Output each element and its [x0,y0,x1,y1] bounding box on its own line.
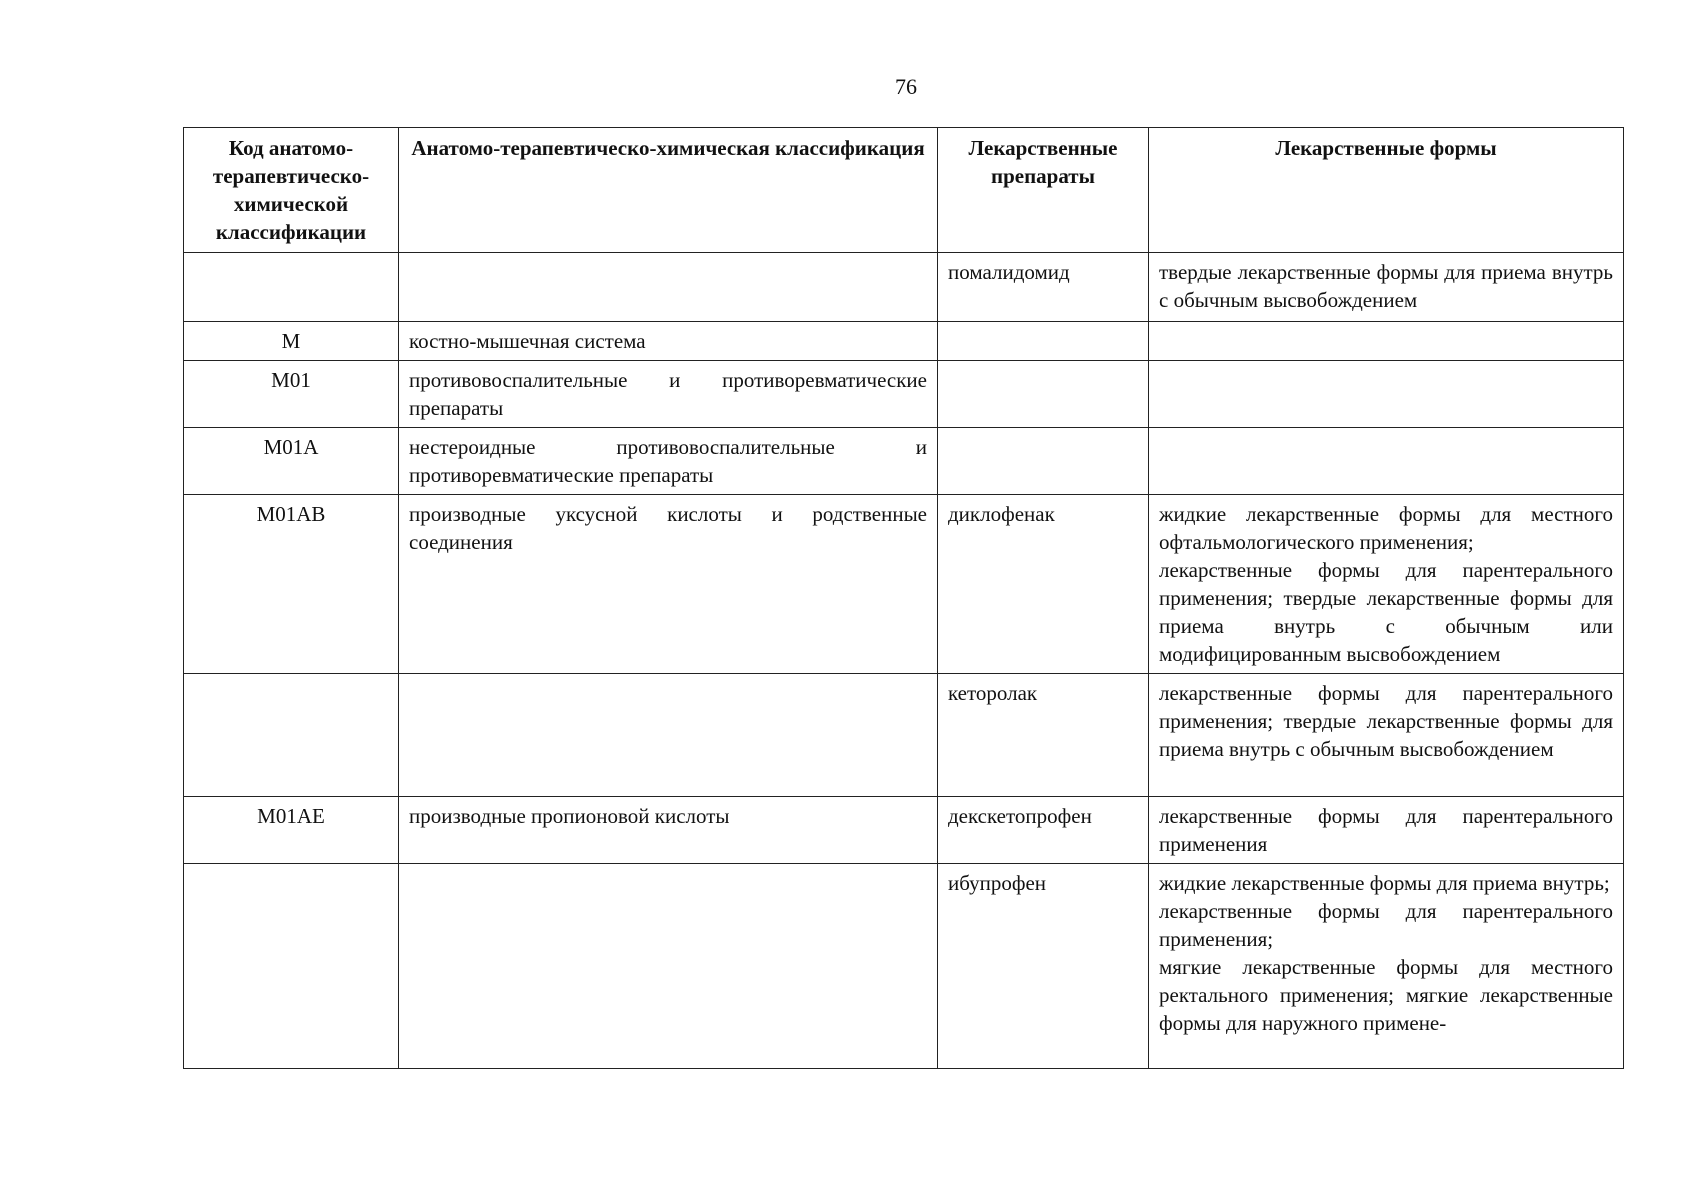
cell-forms [1149,674,1624,797]
cell-code: M01AB [184,495,399,674]
table-row [184,428,1624,495]
header-drugs: Лекарственные препараты [938,128,1149,253]
forms-line: мягкие лекарственные формы для местного ректального применения; мягкие лекарственные формы для наружного примене- [1159,955,1613,1035]
table-row [184,864,1624,1069]
cell-drug [938,428,1149,495]
table-row [184,322,1624,361]
forms-line: жидкие лекарственные формы для местного офтальмологического применения; [1159,502,1613,554]
cell-forms [1149,797,1624,864]
table-row [184,674,1624,797]
table-header-row [184,128,1624,253]
forms-line: лекарственные формы для парентерального применения [1159,804,1613,856]
cell-drug [938,361,1149,428]
forms-line: лекарственные формы для парентерального применения; твердые лекарственные формы для приема внутрь с обычным или модифицированным высвобождением [1159,558,1613,666]
cell-forms [1149,428,1624,495]
cell-code: M01AE [184,797,399,864]
cell-code [184,864,399,1069]
cell-classification [399,864,938,1069]
cell-drug: ибупрофен [938,864,1149,1069]
cell-classification: производные пропионовой кислоты [399,797,938,864]
cell-classification: противовоспалительные и противоревматические препараты [399,361,938,428]
forms-line: жидкие лекарственные формы для приема внутрь; [1159,871,1610,895]
cell-classification [399,253,938,322]
header-atc-classification: Анатомо-терапевтическо-химическая классификация [399,128,938,253]
cell-forms [1149,864,1624,1069]
cell-code: M01A [184,428,399,495]
cell-forms [1149,322,1624,361]
cell-forms [1149,253,1624,322]
forms-line: твердые лекарственные формы для приема внутрь с обычным высвобождением [1159,260,1613,312]
cell-code [184,674,399,797]
forms-line: лекарственные формы для парентерального применения; [1159,899,1613,951]
cell-drug: помалидомид [938,253,1149,322]
header-atc-code: Код анатомо-терапевтическо-химической классификации [184,128,399,253]
cell-code: M01 [184,361,399,428]
forms-line: лекарственные формы для парентерального применения; твердые лекарственные формы для приема внутрь с обычным высвобождением [1159,681,1613,761]
cell-classification: производные уксусной кислоты и родственные соединения [399,495,938,674]
cell-code [184,253,399,322]
cell-forms [1149,495,1624,674]
atc-table [183,127,1624,1069]
cell-classification [399,674,938,797]
cell-classification: нестероидные противовоспалительные и противоревматические препараты [399,428,938,495]
table-row [184,361,1624,428]
cell-forms [1149,361,1624,428]
header-dosage-forms: Лекарственные формы [1149,128,1624,253]
table-row [184,797,1624,864]
cell-classification: костно-мышечная система [399,322,938,361]
cell-drug: диклофенак [938,495,1149,674]
table-row [184,253,1624,322]
cell-drug: кеторолак [938,674,1149,797]
cell-drug: декскетопрофен [938,797,1149,864]
page-number: 76 [895,74,917,99]
cell-code: M [184,322,399,361]
cell-drug [938,322,1149,361]
table-row [184,495,1624,674]
